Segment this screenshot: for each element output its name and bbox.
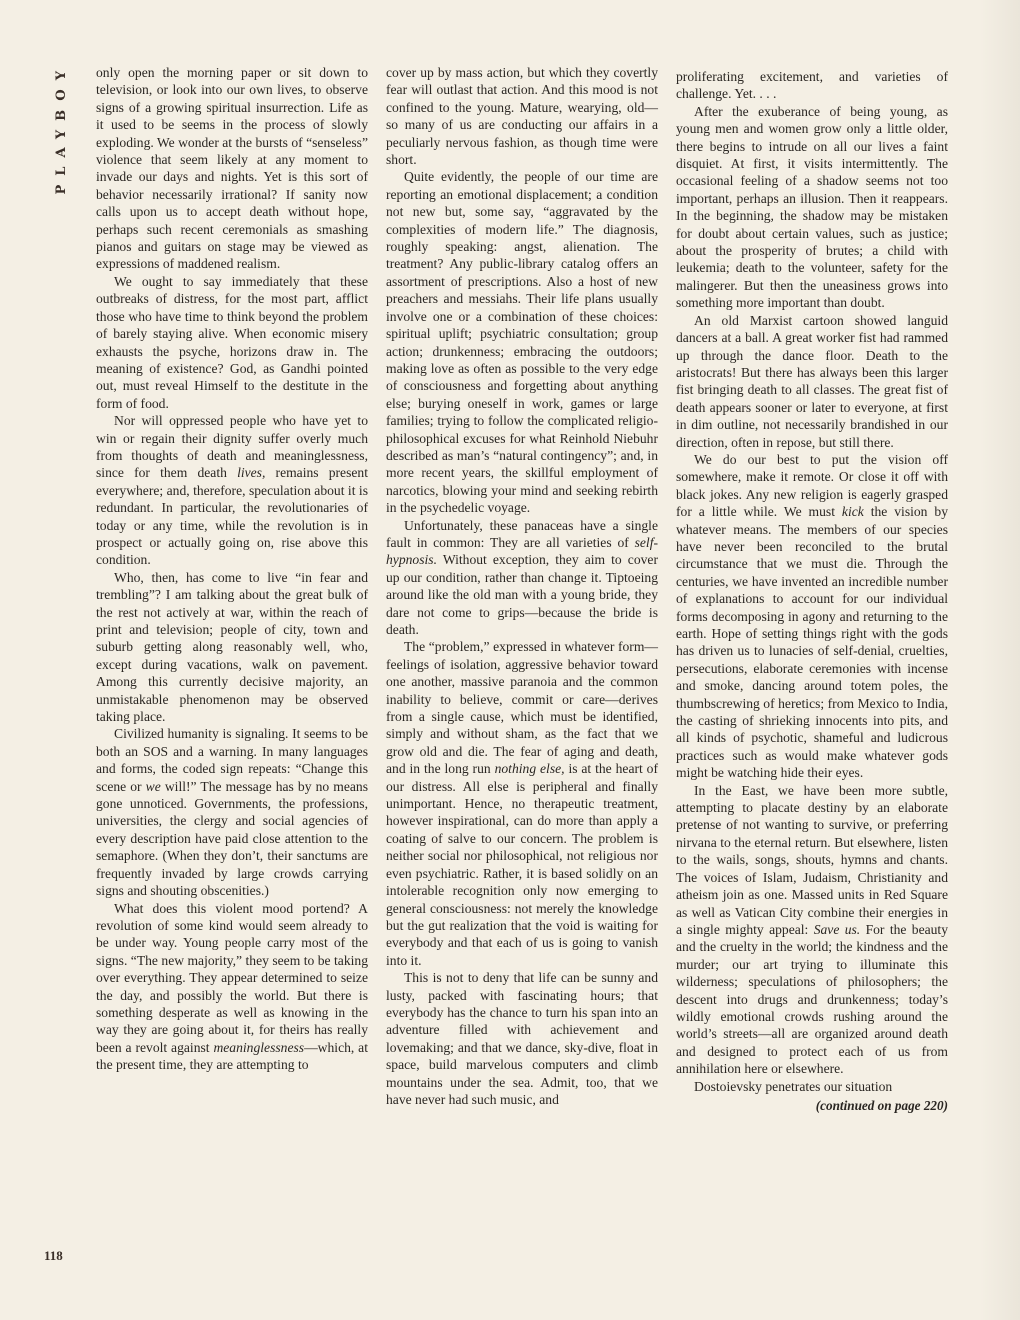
paragraph: An old Marxist cartoon showed languid dancers at a ball. A great worker fist had rammed up through the dance floor. Death to the aristocrats! But there has always been this larger fist bringing death to all classes. The great fist of death appears sooner or later to everyone, at first in dim outline, not necessarily brandished in our direction, often in repose, but still there. bbox=[676, 312, 948, 450]
paragraph: We ought to say immediately that these outbreaks of distress, for the most part, afflict those who have time to think beyond the problem of barely staying alive. When economic misery exhausts the psyche, horizons draw in. The meaning of existence? God, as Gandhi pointed out, must reveal Himself to the destitute in the form of food. bbox=[96, 273, 368, 411]
paragraph: Civilized humanity is signaling. It seems to be both an SOS and a warning. In many languages and forms, the coded sign repeats: “Change this scene or we will!” The message has by no means gone unnoticed. Governments, the professions, universities, the clergy and social agencies of every description have paid close attention to the semaphore. (When they don’t, their sanctums are frequently invaded by large crowds carrying signs and shouting obscenities.) bbox=[96, 726, 368, 899]
paragraph: only open the morning paper or sit down to television, or look into our own lives, to observe signs of a growing spiritual insurrection. Life as it used to be seems in the process of slowly exploding. We wonder at the bursts of “senseless” violence that seem likely at any moment to invade our days and nights. Yet is this sort of behavior necessarily irrational? If sanity now calls upon us to accept death without hope, perhaps such recent ceremonials as smashing pianos and guitars on stage may be viewed as expressions of maddened realism. bbox=[96, 65, 368, 272]
paragraph: proliferating excitement, and varieties of challenge. Yet. . . . bbox=[676, 69, 948, 102]
paragraph: After the exuberance of being young, as young men and women grow only a little older, there begins to intrude on all our lives a faint disquiet. At first, it visits intermittently. The occasional feeling of a shadow seems not too important, perhaps an illusion. Then it reappears. In the beginning, the shadow may be mistaken for doubt about certain values, such as justice; about the prosperity of brutes; a child with leukemia; death to the volunteer, safety for the malingerer. But then the uneasiness grows into something more important than doubt. bbox=[676, 103, 948, 311]
text-column-3 bbox=[676, 68, 948, 1114]
page-edge-shadow bbox=[980, 0, 1020, 1320]
paragraph: What does this violent mood portend? A revolution of some kind would seem already to be under way. Young people carry most of the signs. “The new majority,” they seem to be taking over everything. They appear determined to seize the day, and possibly the world. But there is something desperate as well as knowing in the way they are going about it, for theirs has really been a revolt against meaninglessness—which, at the present time, they are attempting to bbox=[96, 900, 368, 1073]
paragraph: In the East, we have been more subtle, attempting to placate destiny by an elaborate pretense of not wanting to survive, or preferring nirvana to the eternal return. But elsewhere, listen to the wails, songs, shouts, hymns and chants. The voices of Islam, Judaism, Christianity and atheism join as one. Massed units in Red Square as well as Vatican City combine their energies in a single mighty appeal: Save us. For the beauty and the cruelty in the world; the kindness and the murder; our art trying to illuminate this wilderness; speculations of philosophers; the descent into drugs and drunkenness; today’s wildly emotional crowds rushing around the world’s streets—all are organized around death and designed to protect each of us from annihilation here or elsewhere. bbox=[676, 782, 949, 1077]
paragraph: Quite evidently, the people of our time are reporting an emotional displacement; a condition not new but, some say, “aggravated by the complexities of modern life.” The diagnosis, roughly speaking: angst, alienation. The treatment? Any public-library catalog offers an assortment of prescriptions. Also a host of new preachers and messiahs. Their life plans usually involve one or a combination of these choices: spiritual uplift; psychiatric consultation; group action; drunkenness; embracing the outdoors; making love as often as possible to the very edge of consciousness and forgetting about anything else; burying oneself in work, games or large families; trying to follow the complicated religio-philosophical excuses for what Reinhold Niebuhr described as man’s “natural contingency”; and, in more recent years, the skillful employment of narcotics, blowing your mind and seeking rebirth in the psychedelic voyage. bbox=[386, 169, 658, 516]
continued-note: (continued on page 220) bbox=[815, 1097, 948, 1113]
paragraph: cover up by mass action, but which they covertly fear will outlast that action. And this mood is not confined to the young. Mature, wearying, old—so many of us are conducting our affairs in a peculiarly nervous fashion, as though time were short. bbox=[386, 65, 658, 168]
paragraph: Unfortunately, these panaceas have a single fault in common: They are all varieties of self-hypnosis. Without exception, they aim to cover up our condition, rather than change it. Tiptoeing around like the old man with a young bride, they dare not come to grips—because the bride is death. bbox=[386, 517, 658, 637]
page-number: 118 bbox=[44, 1248, 63, 1263]
text-column-1 bbox=[96, 64, 368, 1074]
paragraph: Dostoievsky penetrates our situation bbox=[694, 1078, 893, 1094]
paragraph: This is not to deny that life can be sunny and lusty, packed with fascinating hours; that everybody has the chance to turn his span into an adventure filled with achievement and lovemaking; and that we dance, sky-dive, float in space, build marvelous computers and climb mountains under the sea. Admit, too, that we have never had such music, and bbox=[386, 970, 658, 1107]
paragraph: Who, then, has come to live “in fear and trembling”? I am talking about the great bulk of the rest not actively at war, within the reach of print and television; people of city, town and suburb getting along reasonably well, who, except during vacations, walk on pavement. Among this currently decisive majority, an unmistakable phenomenon may be observed taking place. bbox=[96, 569, 368, 725]
paragraph: Nor will oppressed people who have yet to win or regain their dignity suffer overly much from thoughts of death and meaninglessness, since for them death lives, remains present everywhere; and, therefore, speculation about it is redundant. In particular, the revolutionaries of today or any time, while the revolution is in prospect or actually going on, rise above this condition. bbox=[96, 413, 368, 568]
magazine-name: PLAYBOY bbox=[54, 62, 69, 195]
paragraph: We do our best to put the vision off somewhere, make it remote. Or close it off with black jokes. Any new religion is eagerly grasped for a little while. We must kick the vision by whatever means. The members of our species have never been reconciled to the brutal circumstance that we must die. Through the centuries, we have invented an incredible number of explanations to account for our individual forms decomposing in agony and returning to the earth. Hope of setting things right with the gods has driven us to lunacies of self-denial, cruelties, persecutions, elaborate ceremonies with incense and smoke, dancing around totem poles, the thumbscrewing of heretics; from Mexico to India, the casting of shrieking innocents into pits, and all kinds of psychotic, shameful and ludicrous practices such as would make whatever gods might be watching hide their eyes. bbox=[676, 451, 948, 781]
text-column-2 bbox=[386, 64, 658, 1108]
paragraph: The “problem,” expressed in whatever form—feelings of isolation, aggressive behavior toward one another, massive paranoia and the common inability to believe, commit or care—derives from a single cause, which must be identified, simply and without sham, as the fact that we grow old and die. The fear of aging and death, and in the long run nothing else, is at the heart of our distress. All else is peripheral and finally unimportant. Hence, no therapeutic treatment, however inspirational, can do more than apply a coating of salve to our concern. The problem is neither social nor philosophical, not religious nor even psychiatric. Rather, it is based solidly on an intolerable recognition only now emerging to general consciousness: not merely the knowledge but the gut realization that the void is waiting for everybody and that each of us is going to vanish into it. bbox=[386, 639, 658, 968]
